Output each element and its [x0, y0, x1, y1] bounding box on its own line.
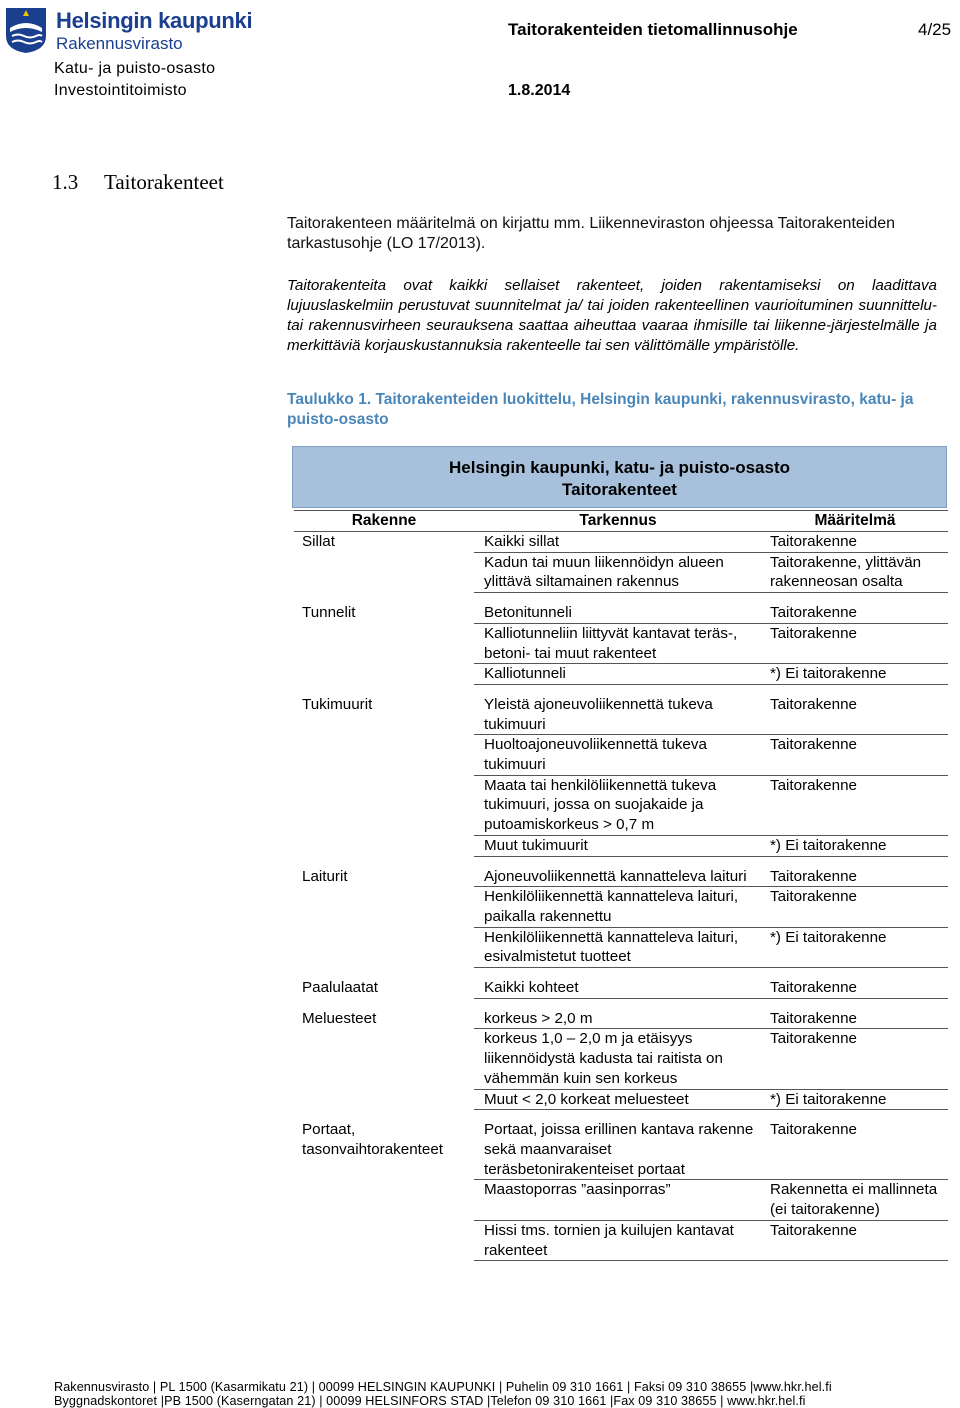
definition-cell: *) Ei taitorakenne [762, 835, 948, 856]
section-title: Taitorakenteet [104, 170, 224, 194]
structure-cell [294, 927, 474, 967]
table-row [294, 532, 948, 553]
office: Investointitoimisto [54, 82, 187, 99]
specification-cell: Muut tukimuurit [474, 835, 762, 856]
specification-cell: Kaikki sillat [474, 532, 762, 553]
structure-cell [294, 1180, 474, 1220]
footer-line-sv: Byggnadskontoret |PB 1500 (Kaserngatan 21) | 00099 HELSINFORS STAD |Telefon 09 310 1661 |Fax 09 310 38655 | www.hkr.hel.fi [54, 1394, 806, 1408]
table-row [294, 978, 948, 998]
structure-cell [294, 835, 474, 856]
table-row [294, 775, 948, 835]
table-body [294, 532, 948, 1261]
specification-cell: korkeus > 2,0 m [474, 1009, 762, 1029]
paragraph-definition: Taitorakenteen määritelmä on kirjattu mm. Liikenneviraston ohjeessa Taitorakenteiden tarkastusohje (LO 17/2013). [287, 215, 896, 252]
definition-cell: Taitorakenne [762, 603, 948, 623]
definition-cell: *) Ei taitorakenne [762, 664, 948, 685]
structure-cell [294, 775, 474, 835]
specification-cell: Portaat, joissa erillinen kantava rakenne sekä maanvaraiset teräsbetonirakenteiset portaat [474, 1120, 762, 1180]
table-title-line1: Helsingin kaupunki, katu- ja puisto-osasto [449, 458, 790, 477]
specification-cell: korkeus 1,0 – 2,0 m ja etäisyys liikennöidystä kadusta tai raitista on vähemmän kuin sen korkeus [474, 1029, 762, 1089]
definition-cell: Taitorakenne [762, 867, 948, 887]
group-spacer [294, 968, 948, 979]
column-header: Rakenne [294, 511, 474, 532]
specification-cell: Maastoporras ”aasinporras” [474, 1180, 762, 1220]
structure-cell: Laiturit [302, 867, 348, 885]
table-header-row [294, 511, 948, 532]
table-row [294, 1180, 948, 1220]
specification-cell: Yleistä ajoneuvoliikennettä tukeva tukimuuri [474, 695, 762, 735]
structure-cell: Tunnelit [302, 604, 356, 622]
structure-cell [294, 1220, 474, 1260]
page-number: 4/25 [918, 20, 952, 39]
table-row [294, 1120, 948, 1180]
specification-cell: Hissi tms. tornien ja kuilujen kantavat rakenteet [474, 1220, 762, 1260]
group-spacer [294, 593, 948, 604]
definition-cell: Rakennetta ei mallinneta (ei taitorakenne) [762, 1180, 948, 1220]
department: Katu- ja puisto-osasto [54, 60, 216, 77]
definition-cell: *) Ei taitorakenne [762, 927, 948, 967]
definition-cell: Taitorakenne [762, 695, 948, 735]
structure-cell: Tukimuurit [302, 695, 373, 713]
structure-cell [294, 664, 474, 685]
table-row [294, 1029, 948, 1089]
table-row [294, 664, 948, 685]
column-header: Tarkennus [474, 511, 762, 532]
definition-cell: Taitorakenne [762, 978, 948, 998]
structure-cell [294, 623, 474, 663]
table-row [294, 623, 948, 663]
table-row [294, 735, 948, 775]
group-spacer [294, 1110, 948, 1121]
specification-cell: Kadun tai muun liikennöidyn alueen ylittävä siltamainen rakennus [474, 552, 762, 592]
structure-cell: Sillat [302, 533, 335, 550]
group-spacer [294, 856, 948, 867]
brand-name: Helsingin kaupunki [56, 8, 253, 33]
definition-cell: Taitorakenne [762, 532, 948, 553]
structure-cell [294, 1089, 474, 1110]
structure-cell [294, 735, 474, 775]
specification-cell: Huoltoajoneuvoliikennettä tukeva tukimuuri [474, 735, 762, 775]
brand-unit: Rakennusvirasto [56, 34, 183, 53]
definition-cell: Taitorakenne [762, 1120, 948, 1180]
table-row [294, 552, 948, 592]
table-caption-label: Taulukko 1. [287, 391, 372, 408]
table-caption [287, 390, 927, 430]
helsinki-crest-icon [4, 6, 48, 54]
table-row [294, 835, 948, 856]
specification-cell: Henkilöliikennettä kannatteleva laituri, esivalmistetut tuotteet [474, 927, 762, 967]
definition-cell: Taitorakenne [762, 887, 948, 927]
specification-cell: Betonitunneli [474, 603, 762, 623]
group-spacer [294, 684, 948, 695]
table-caption-text: Taitorakenteiden luokittelu, Helsingin kaupunki, rakennusvirasto, katu- ja puisto-osasto [287, 391, 914, 428]
definition-cell: *) Ei taitorakenne [762, 1089, 948, 1110]
definition-cell: Taitorakenne [762, 775, 948, 835]
table-row [294, 1089, 948, 1110]
table-row [294, 695, 948, 735]
classification-table [294, 510, 948, 1261]
specification-cell: Kaikki kohteet [474, 978, 762, 998]
paragraph-description: Taitorakenteita ovat kaikki sellaiset rakenteet, joiden rakentamiseksi on laadittava lujuuslaskelmiin perustuvat suunnitelmat ja/ tai joiden rakenteellinen vaurioituminen suunnittelu- tai rakennusvirheen seurauksena saattaa aiheuttaa vaaraa ihmisille tai liikenne-järjestelmälle ja merkittäviä korjauskustannuksia rakenteelle tai sen välittömälle ympäristölle. [287, 277, 937, 354]
table-row [294, 1009, 948, 1029]
specification-cell: Henkilöliikennettä kannatteleva laituri, paikalla rakennettu [474, 887, 762, 927]
structure-cell: Meluesteet [302, 1009, 377, 1027]
table-title-line2: Taitorakenteet [562, 480, 677, 499]
definition-cell: Taitorakenne [762, 1009, 948, 1029]
specification-cell: Ajoneuvoliikennettä kannatteleva laituri [474, 867, 762, 887]
document-title: Taitorakenteiden tietomallinnusohje [508, 20, 798, 39]
definition-cell: Taitorakenne, ylittävän rakenneosan osalta [762, 552, 948, 592]
table-row [294, 603, 948, 623]
table-row [294, 1220, 948, 1260]
table-row [294, 867, 948, 887]
table-title-box [292, 446, 947, 508]
definition-cell: Taitorakenne [762, 1029, 948, 1089]
group-spacer [294, 998, 948, 1009]
structure-cell [294, 887, 474, 927]
structure-cell [294, 1029, 474, 1089]
structure-cell: Paalulaatat [302, 979, 378, 997]
specification-cell: Kalliotunneliin liittyvät kantavat teräs-, betoni- tai muut rakenteet [474, 623, 762, 663]
specification-cell: Maata tai henkilöliikennettä tukeva tukimuuri, jossa on suojakaide ja putoamiskorkeus > 0,7 m [474, 775, 762, 835]
specification-cell: Kalliotunneli [474, 664, 762, 685]
definition-cell: Taitorakenne [762, 735, 948, 775]
table-row [294, 927, 948, 967]
section-heading [52, 170, 224, 195]
footer-line-fi: Rakennusvirasto | PL 1500 (Kasarmikatu 21) | 00099 HELSINGIN KAUPUNKI | Puhelin 09 310 1661 | Faksi 09 310 38655 |www.hkr.hel.fi [54, 1380, 832, 1394]
definition-cell: Taitorakenne [762, 1220, 948, 1260]
column-header: Määritelmä [762, 511, 948, 532]
table-row [294, 887, 948, 927]
document-date: 1.8.2014 [508, 82, 571, 99]
structure-cell [294, 552, 474, 592]
definition-cell: Taitorakenne [762, 623, 948, 663]
structure-cell: Portaat, tasonvaihtorakenteet [302, 1121, 444, 1158]
section-number: 1.3 [52, 170, 79, 194]
specification-cell: Muut < 2,0 korkeat meluesteet [474, 1089, 762, 1110]
